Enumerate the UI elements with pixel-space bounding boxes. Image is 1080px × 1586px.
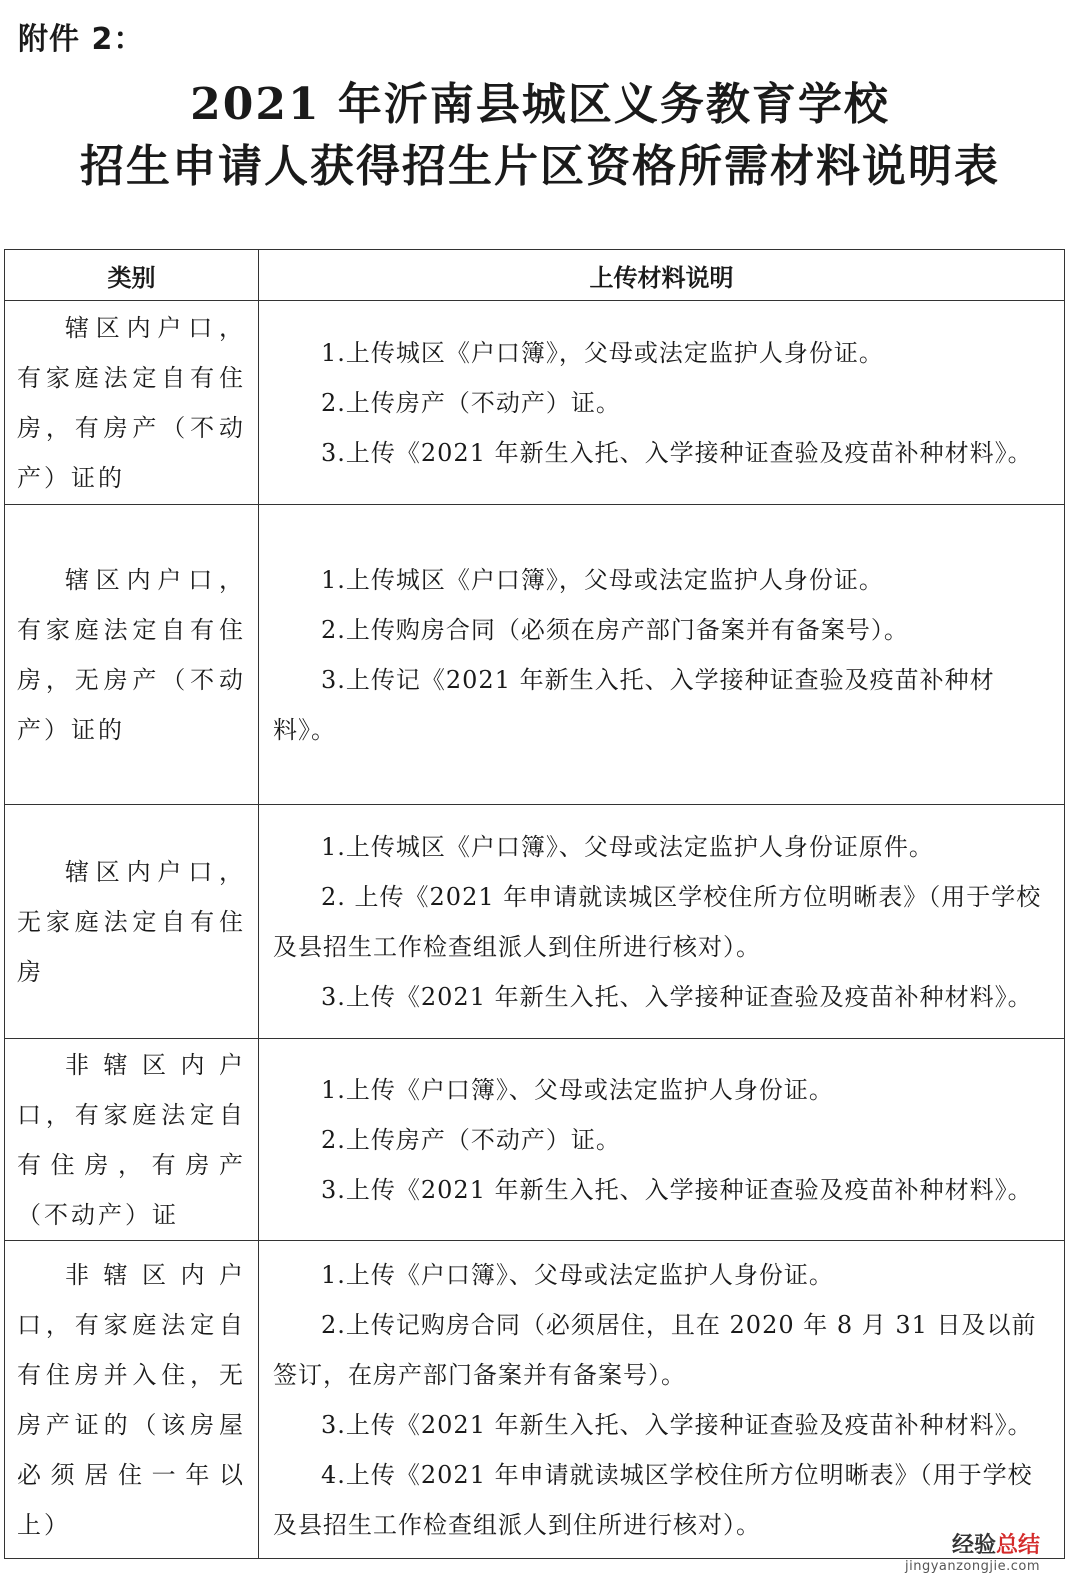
category-cell: 辖区内户口，无家庭法定自有住房 — [5, 805, 259, 1039]
description-cell — [259, 1039, 1065, 1241]
watermark-name-part2: 总结 — [995, 1533, 1040, 1558]
table-row — [5, 505, 1065, 805]
material-item: 2.上传记购房合同（必须居住，且在 2020 年 8 月 31 日及以前签订，在房产部门备案并有备案号）。 — [273, 1310, 1037, 1389]
description-cell — [259, 805, 1065, 1039]
description-cell — [259, 301, 1065, 505]
document-title-line-1: 2021 年沂南县城区义务教育学校 — [190, 79, 890, 130]
materials-table — [4, 249, 1065, 1559]
material-item: 1.上传《户口簿》、父母或法定监护人身份证。 — [321, 1260, 834, 1289]
material-item: 3.上传记《2021 年新生入托、入学接种证查验及疫苗补种材料》。 — [273, 665, 995, 744]
material-item: 3.上传《2021 年新生入托、入学接种证查验及疫苗补种材料》。 — [321, 982, 1033, 1011]
material-item: 2. 上传《2021 年申请就读城区学校住所方位明晰表》（用于学校及县招生工作检查组派人到住所进行核对）。 — [273, 882, 1042, 961]
site-watermark — [905, 1528, 1040, 1574]
column-header-category: 类别 — [5, 250, 259, 301]
description-cell — [259, 1241, 1065, 1559]
attachment-label: 附件 2： — [18, 22, 145, 57]
table-row — [5, 1241, 1065, 1559]
material-item: 4.上传《2021 年申请就读城区学校住所方位明晰表》（用于学校及县招生工作检查组派人到住所进行核对）。 — [273, 1460, 1033, 1539]
watermark-url: jingyanzongjie.com — [904, 1559, 1040, 1574]
material-item: 3.上传《2021 年新生入托、入学接种证查验及疫苗补种材料》。 — [321, 438, 1033, 467]
material-item: 1.上传城区《户口簿》、父母或法定监护人身份证原件。 — [321, 832, 934, 861]
material-item: 1.上传《户口簿》、父母或法定监护人身份证。 — [321, 1075, 834, 1104]
material-item: 2.上传房产（不动产）证。 — [321, 388, 621, 417]
category-cell: 辖区内户口，有家庭法定自有住房，有房产（不动产）证的 — [5, 301, 259, 505]
category-cell: 非辖区内户口，有家庭法定自有住房，有房产（不动产）证 — [5, 1039, 259, 1241]
material-item: 2.上传购房合同（必须在房产部门备案并有备案号）。 — [321, 615, 909, 644]
category-cell: 辖区内户口，有家庭法定自有住房，无房产（不动产）证的 — [5, 505, 259, 805]
table-row — [5, 805, 1065, 1039]
watermark-name-part1: 经验 — [951, 1533, 996, 1558]
table-row — [5, 301, 1065, 505]
document-title-line-2: 招生申请人获得招生片区资格所需材料说明表 — [80, 141, 1000, 192]
category-cell: 非辖区内户口，有家庭法定自有住房并入住，无房产证的（该房屋必须居住一年以上） — [5, 1241, 259, 1559]
material-item: 3.上传《2021 年新生入托、入学接种证查验及疫苗补种材料》。 — [321, 1410, 1033, 1439]
column-header-description: 上传材料说明 — [259, 250, 1065, 301]
description-cell — [259, 505, 1065, 805]
material-item: 1.上传城区《户口簿》，父母或法定监护人身份证。 — [321, 565, 884, 594]
table-row — [5, 1039, 1065, 1241]
material-item: 2.上传房产（不动产）证。 — [321, 1125, 621, 1154]
material-item: 3.上传《2021 年新生入托、入学接种证查验及疫苗补种材料》。 — [321, 1175, 1033, 1204]
watermark-name — [905, 1528, 1040, 1559]
material-item: 1.上传城区《户口簿》，父母或法定监护人身份证。 — [321, 338, 884, 367]
table-header-row — [5, 250, 1065, 301]
